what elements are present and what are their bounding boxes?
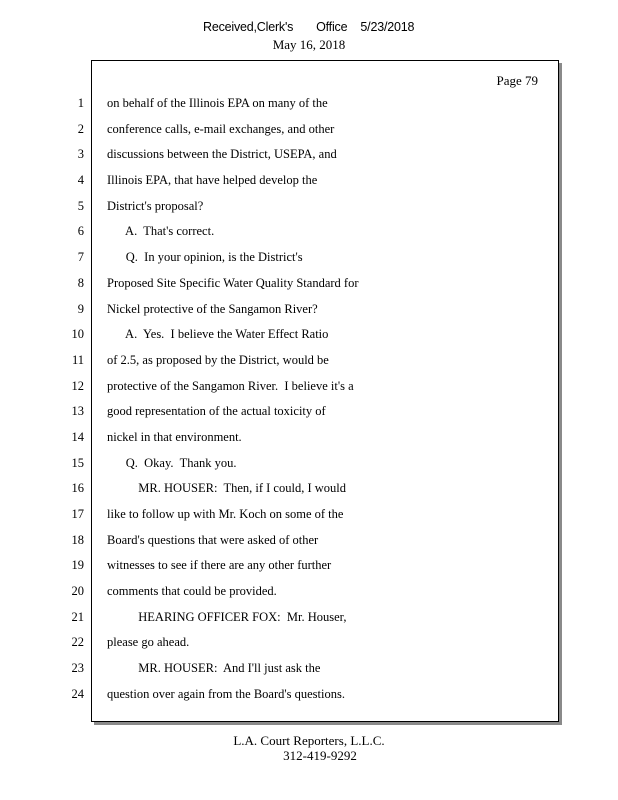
transcript-line: MR. HOUSER: And I'll just ask the	[107, 661, 321, 676]
line-number: 21	[71, 609, 84, 624]
transcript-line: of 2.5, as proposed by the District, would be	[107, 352, 329, 367]
transcript-line: good representation of the actual toxicity of	[107, 404, 326, 419]
line-number: 13	[71, 404, 84, 419]
reporter-company: L.A. Court Reporters, L.L.C.	[233, 733, 385, 748]
line-number: 20	[71, 584, 84, 599]
transcript-text-column	[107, 95, 547, 712]
line-number: 7	[77, 250, 84, 265]
line-number: 17	[71, 507, 84, 521]
transcript-line: Illinois EPA, that have helped develop the	[107, 173, 318, 188]
line-number: 24	[71, 686, 84, 701]
line-number: 2	[77, 121, 84, 136]
reporter-phone: 312-419-9292	[283, 748, 357, 763]
line-number: 9	[77, 301, 84, 316]
transcript-line: witnesses to see if there are any other further	[107, 558, 332, 573]
line-number: 23	[71, 661, 84, 676]
line-number: 4	[77, 173, 84, 188]
transcript-line: on behalf of the Illinois EPA on many of the	[107, 96, 328, 110]
line-number: 15	[71, 455, 84, 470]
transcript-line: Nickel protective of the Sangamon River?	[107, 301, 318, 316]
page-number: Page 79	[496, 73, 538, 88]
line-number: 3	[77, 147, 84, 162]
line-number: 19	[71, 558, 84, 573]
line-number: 18	[71, 532, 84, 547]
transcript-line: like to follow up with Mr. Koch on some of the	[107, 507, 344, 521]
transcript-line: nickel in that environment.	[107, 429, 242, 444]
transcript-line: question over again from the Board's questions.	[107, 686, 345, 701]
line-number: 8	[77, 275, 84, 290]
received-stamp: Received,Clerk's Office 5/23/2018	[203, 20, 415, 34]
line-number-column	[60, 95, 84, 712]
line-number: 5	[77, 198, 84, 213]
transcript-line: Q. In your opinion, is the District's	[107, 250, 303, 265]
footer	[0, 733, 618, 763]
transcript-line: A. Yes. I believe the Water Effect Ratio	[107, 327, 329, 342]
transcript-line: Board's questions that were asked of other	[107, 532, 319, 547]
transcript-line: please go ahead.	[107, 635, 190, 650]
transcript-line: Q. Okay. Thank you.	[107, 455, 237, 470]
transcript-line: MR. HOUSER: Then, if I could, I would	[107, 481, 346, 496]
transcript-line: comments that could be provided.	[107, 584, 277, 599]
transcript-line: protective of the Sangamon River. I believe it's a	[107, 378, 354, 393]
transcript-date: May 16, 2018	[272, 37, 346, 52]
transcript-line: District's proposal?	[107, 198, 204, 213]
line-number: 22	[71, 635, 84, 650]
line-number: 10	[71, 327, 84, 342]
transcript-line: Proposed Site Specific Water Quality Standard for	[107, 275, 359, 290]
line-number: 12	[71, 378, 84, 393]
line-number: 11	[71, 352, 84, 367]
line-number: 6	[77, 224, 84, 239]
line-number: 14	[71, 429, 84, 444]
line-number: 1	[77, 96, 84, 110]
line-number: 16	[71, 481, 84, 496]
transcript-line: A. That's correct.	[107, 224, 215, 239]
transcript-line: HEARING OFFICER FOX: Mr. Houser,	[107, 609, 347, 624]
transcript-line: discussions between the District, USEPA, and	[107, 147, 337, 162]
transcript-line: conference calls, e-mail exchanges, and other	[107, 121, 335, 136]
